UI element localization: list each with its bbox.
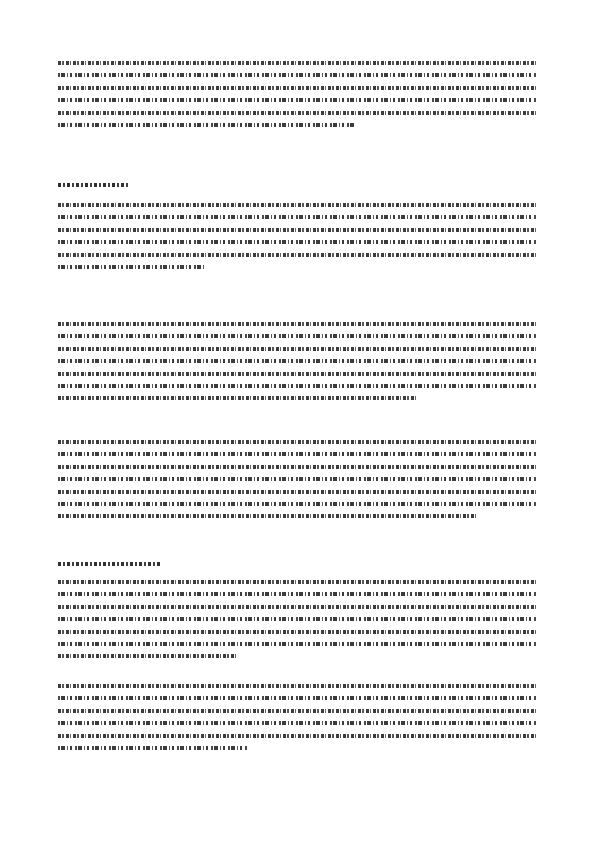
text-line [58, 98, 536, 102]
text-line [58, 215, 536, 219]
text-line [58, 384, 536, 388]
text-line [58, 592, 536, 596]
text-line [58, 721, 536, 725]
text-line [58, 605, 536, 609]
text-line [58, 696, 536, 700]
text-line [58, 228, 536, 232]
text-line [58, 477, 536, 481]
text-line [58, 734, 536, 738]
text-line [58, 514, 476, 518]
text-line [58, 465, 536, 469]
text-line [58, 654, 238, 658]
text-line [58, 709, 536, 713]
text-line [58, 265, 206, 269]
text-line [58, 642, 536, 646]
text-line [58, 203, 536, 207]
text-line [58, 502, 536, 506]
paragraph-2 [58, 203, 536, 277]
text-line [58, 440, 536, 444]
text-line [58, 73, 536, 77]
section-heading-1 [58, 183, 130, 187]
text-line [58, 617, 536, 621]
text-line [58, 240, 536, 244]
text-line [58, 322, 536, 326]
text-line [58, 396, 416, 400]
text-line [58, 372, 536, 376]
paragraph-5 [58, 580, 536, 667]
text-line [58, 111, 536, 115]
text-line [58, 452, 536, 456]
text-line [58, 746, 248, 750]
text-line [58, 347, 536, 351]
paragraph-3 [58, 322, 536, 409]
text-line [58, 334, 536, 338]
paragraph-1 [58, 61, 536, 135]
text-line [58, 86, 536, 90]
text-line [58, 580, 536, 584]
paragraph-6 [58, 684, 536, 758]
text-line [58, 253, 536, 257]
text-line [58, 61, 536, 65]
heading-text [58, 183, 130, 187]
paragraph-4 [58, 440, 536, 527]
text-line [58, 123, 356, 127]
text-line [58, 684, 536, 688]
text-line [58, 359, 536, 363]
text-line [58, 630, 536, 634]
text-line [58, 490, 536, 494]
section-heading-2 [58, 562, 162, 566]
heading-text [58, 562, 162, 566]
